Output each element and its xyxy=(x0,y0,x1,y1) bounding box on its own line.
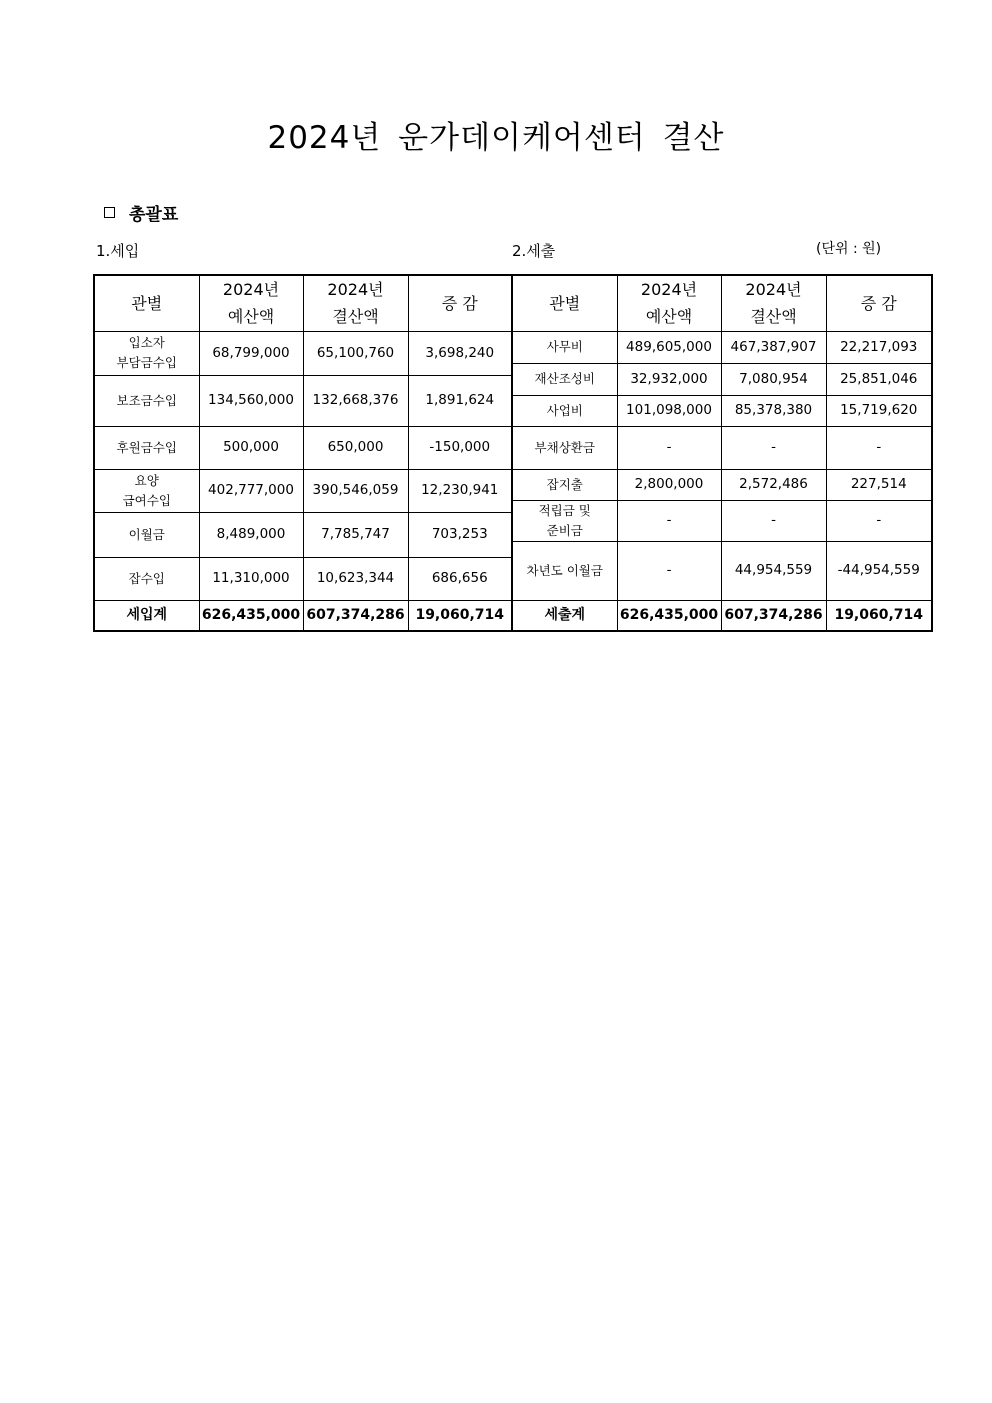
expense-diff: - xyxy=(826,426,932,469)
expense-category: 차년도 이월금 xyxy=(512,541,617,600)
income-budget: 11,310,000 xyxy=(199,557,303,600)
income-budget: 500,000 xyxy=(199,426,303,469)
expense-category: 사무비 xyxy=(512,331,617,363)
expense-diff: 15,719,620 xyxy=(826,395,932,426)
expense-header-budget: 2024년 예산액 xyxy=(617,275,721,331)
expense-settlement: 85,378,380 xyxy=(721,395,826,426)
income-header-diff: 증 감 xyxy=(408,275,512,331)
expense-settlement: 467,387,907 xyxy=(721,331,826,363)
expense-budget: - xyxy=(617,426,721,469)
income-settlement: 65,100,760 xyxy=(303,331,408,375)
income-category: 이월금 xyxy=(94,512,199,557)
table-row xyxy=(94,426,932,458)
income-category: 입소자 부담금수입 xyxy=(94,331,199,375)
expense-header-settlement: 2024년 결산액 xyxy=(721,275,826,331)
expense-category: 잡지출 xyxy=(512,469,617,500)
income-diff: 3,698,240 xyxy=(408,331,512,375)
expense-budget: - xyxy=(617,500,721,541)
expense-total-label: 세출계 xyxy=(512,600,617,631)
summary-label: 총괄표 xyxy=(129,205,179,225)
income-header-budget: 2024년 예산액 xyxy=(199,275,303,331)
expense-diff: - xyxy=(826,500,932,541)
income-category: 후원금수입 xyxy=(94,426,199,469)
income-settlement: 10,623,344 xyxy=(303,557,408,600)
income-diff: 1,891,624 xyxy=(408,375,512,426)
expense-total-budget: 626,435,000 xyxy=(617,600,721,631)
table-row xyxy=(94,469,932,500)
expense-settlement: 2,572,486 xyxy=(721,469,826,500)
table-row xyxy=(94,331,932,363)
income-budget: 402,777,000 xyxy=(199,469,303,512)
expense-total-diff: 19,060,714 xyxy=(826,600,932,631)
income-total-settlement: 607,374,286 xyxy=(303,600,408,631)
expense-diff: -44,954,559 xyxy=(826,541,932,600)
unit-label: (단위 : 원) xyxy=(816,241,882,257)
square-bullet-icon xyxy=(104,207,115,218)
income-section-label: 1.세입 xyxy=(96,242,140,260)
expense-settlement: - xyxy=(721,500,826,541)
expense-header-diff: 증 감 xyxy=(826,275,932,331)
income-category: 잡수입 xyxy=(94,557,199,600)
expense-settlement: - xyxy=(721,426,826,469)
income-category: 요양 급여수입 xyxy=(94,469,199,512)
income-diff: 686,656 xyxy=(408,557,512,600)
expense-category: 재산조성비 xyxy=(512,363,617,395)
page-title: 2024년 운가데이케어센터 결산 xyxy=(267,120,725,156)
income-settlement: 650,000 xyxy=(303,426,408,469)
income-header-settlement: 2024년 결산액 xyxy=(303,275,408,331)
income-budget: 8,489,000 xyxy=(199,512,303,557)
expense-budget: - xyxy=(617,541,721,600)
summary-heading xyxy=(104,200,178,225)
income-total-diff: 19,060,714 xyxy=(408,600,512,631)
expense-header-category: 관별 xyxy=(512,275,617,331)
expense-category: 적립금 및 준비금 xyxy=(512,500,617,541)
income-settlement: 7,785,747 xyxy=(303,512,408,557)
expense-diff: 25,851,046 xyxy=(826,363,932,395)
income-budget: 68,799,000 xyxy=(199,331,303,375)
expense-settlement: 44,954,559 xyxy=(721,541,826,600)
expense-category: 부채상환금 xyxy=(512,426,617,469)
income-header-category: 관별 xyxy=(94,275,199,331)
expense-section-label: 2.세출 xyxy=(512,242,556,260)
expense-budget: 32,932,000 xyxy=(617,363,721,395)
income-total-budget: 626,435,000 xyxy=(199,600,303,631)
income-budget: 134,560,000 xyxy=(199,375,303,426)
expense-diff: 22,217,093 xyxy=(826,331,932,363)
income-category: 보조금수입 xyxy=(94,375,199,426)
expense-category: 사업비 xyxy=(512,395,617,426)
expense-settlement: 7,080,954 xyxy=(721,363,826,395)
total-row xyxy=(94,600,932,631)
income-diff: 703,253 xyxy=(408,512,512,557)
income-settlement: 390,546,059 xyxy=(303,469,408,512)
income-diff: 12,230,941 xyxy=(408,469,512,512)
expense-budget: 101,098,000 xyxy=(617,395,721,426)
expense-budget: 489,605,000 xyxy=(617,331,721,363)
income-total-label: 세입계 xyxy=(94,600,199,631)
expense-diff: 227,514 xyxy=(826,469,932,500)
income-settlement: 132,668,376 xyxy=(303,375,408,426)
header-row xyxy=(94,275,932,331)
expense-total-settlement: 607,374,286 xyxy=(721,600,826,631)
income-diff: -150,000 xyxy=(408,426,512,469)
expense-budget: 2,800,000 xyxy=(617,469,721,500)
budget-summary-table xyxy=(93,274,933,632)
